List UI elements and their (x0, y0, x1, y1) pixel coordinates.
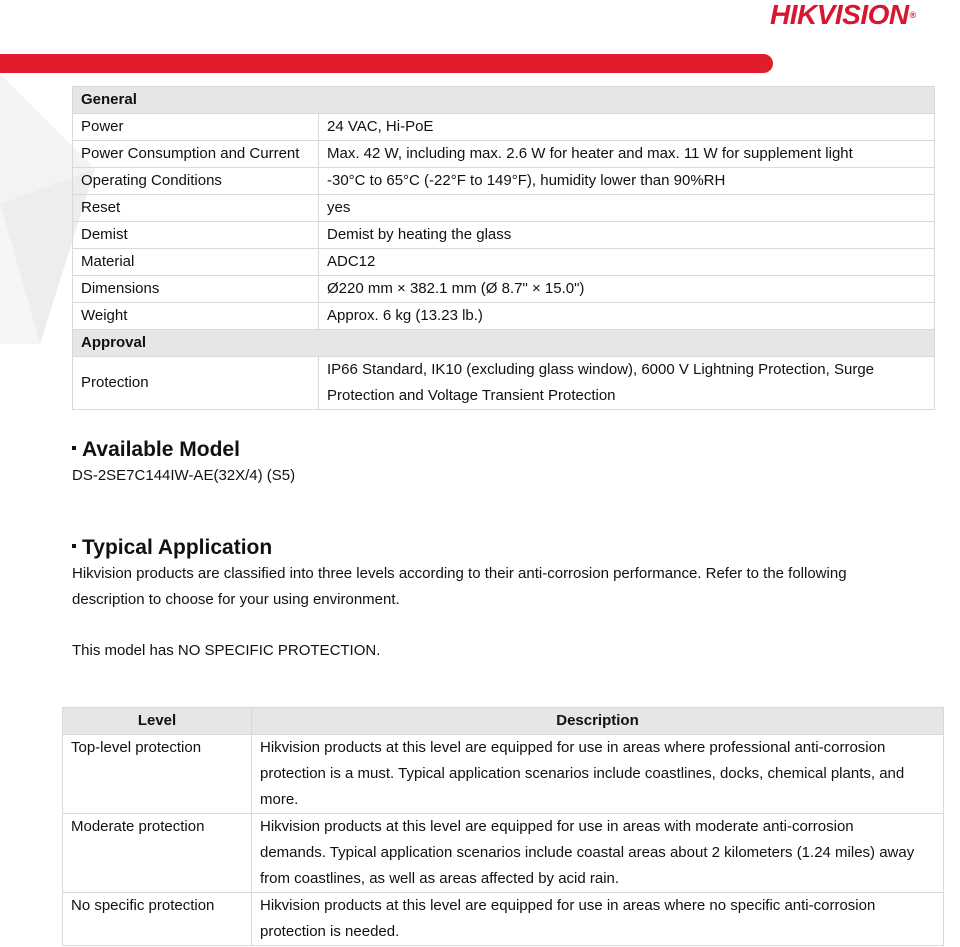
spec-label: Demist (73, 222, 319, 249)
spec-row-material (73, 249, 935, 276)
spec-table (72, 86, 935, 410)
description-line: protection is a must. Typical application scenarios include coastlines, docks, chemical plants, and (260, 765, 905, 782)
header-red-bar (0, 54, 773, 73)
level-cell: No specific protection (63, 893, 252, 946)
level-header: Level (63, 708, 252, 735)
spec-row-dimensions (73, 276, 935, 303)
spec-row-protection (73, 357, 935, 410)
available-model-section (72, 437, 295, 489)
spec-row-operating-conditions (73, 168, 935, 195)
spec-value: Max. 42 W, including max. 2.6 W for heater and max. 11 W for supplement light (319, 141, 935, 168)
description-line: protection is needed. (260, 923, 400, 940)
spec-label: Weight (73, 303, 319, 330)
spec-label: Operating Conditions (73, 168, 319, 195)
spec-value: Demist by heating the glass (319, 222, 935, 249)
table-row (63, 735, 944, 814)
spec-value: yes (319, 195, 935, 222)
spec-section-general (73, 87, 935, 114)
spec-value-line: IP66 Standard, IK10 (excluding glass window), 6000 V Lightning Protection, Surge (327, 361, 875, 378)
spec-row-demist (73, 222, 935, 249)
description-line: Hikvision products at this level are equipped for use in areas where professional anti-corrosion (260, 739, 886, 756)
section-heading: Approval (73, 330, 935, 357)
spec-value-line: Protection and Voltage Transient Protection (327, 387, 616, 404)
hikvision-logo: HIKVISION® (770, 0, 916, 30)
levels-table (62, 707, 944, 946)
description-cell (252, 735, 944, 814)
protection-statement: This model has NO SPECIFIC PROTECTION. (72, 642, 381, 659)
spec-row-weight (73, 303, 935, 330)
description-cell (252, 893, 944, 946)
spec-value: 24 VAC, Hi-PoE (319, 114, 935, 141)
spec-value: Ø220 mm × 382.1 mm (Ø 8.7" × 15.0") (319, 276, 935, 303)
spec-value: ADC12 (319, 249, 935, 276)
spec-label: Protection (73, 357, 319, 410)
spec-label: Dimensions (73, 276, 319, 303)
spec-row-power (73, 114, 935, 141)
description-header: Description (252, 708, 944, 735)
description-line: Hikvision products at this level are equipped for use in areas with moderate anti-corrosion (260, 818, 854, 835)
typical-application-section (72, 535, 847, 664)
bullet-square-icon (72, 446, 76, 450)
spec-label: Material (73, 249, 319, 276)
spec-value: Approx. 6 kg (13.23 lb.) (319, 303, 935, 330)
spec-row-reset (73, 195, 935, 222)
levels-header-row (63, 708, 944, 735)
level-cell: Moderate protection (63, 814, 252, 893)
spec-row-power-consumption (73, 141, 935, 168)
spec-section-approval (73, 330, 935, 357)
description-cell (252, 814, 944, 893)
level-cell: Top-level protection (63, 735, 252, 814)
description-line: Hikvision products at this level are equipped for use in areas where no specific anti-corrosion (260, 897, 876, 914)
description-line: more. (260, 791, 299, 808)
spec-value (319, 357, 935, 410)
section-title: Available Model (72, 437, 295, 463)
section-heading: General (73, 87, 935, 114)
spec-label: Reset (73, 195, 319, 222)
paragraph-line: Hikvision products are classified into three levels according to their anti-corrosion performance. Refer to the following (72, 565, 847, 582)
spec-label: Power Consumption and Current (73, 141, 319, 168)
section-title: Typical Application (72, 535, 847, 561)
description-line: from coastlines, as well as areas affected by acid rain. (260, 870, 620, 887)
spec-label: Power (73, 114, 319, 141)
spec-value: -30°C to 65°C (-22°F to 149°F), humidity lower than 90%RH (319, 168, 935, 195)
model-number: DS-2SE7C144IW-AE(32X/4) (S5) (72, 467, 296, 484)
bullet-square-icon (72, 544, 76, 548)
description-line: demands. Typical application scenarios include coastal areas about 2 kilometers (1.24 miles) away (260, 844, 915, 861)
paragraph-line: description to choose for your using environment. (72, 591, 400, 608)
table-row (63, 893, 944, 946)
table-row (63, 814, 944, 893)
